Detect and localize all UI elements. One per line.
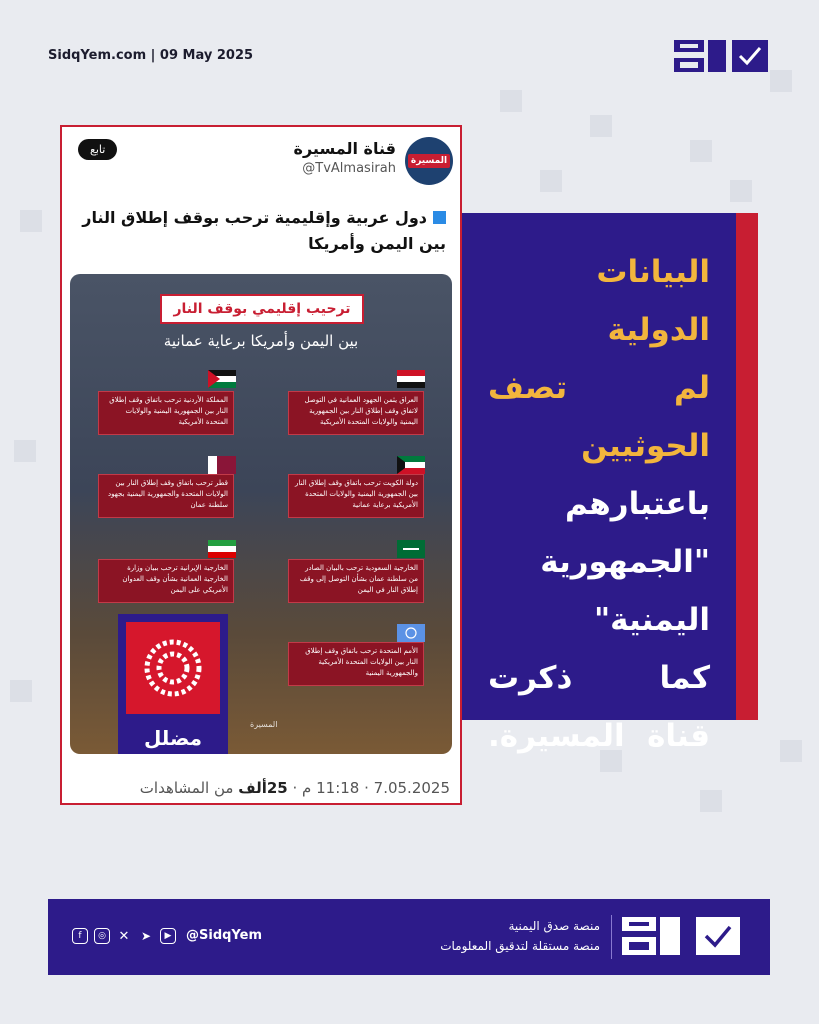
blue-square-icon: [433, 211, 446, 224]
telegram-icon[interactable]: ➤: [140, 929, 152, 943]
bg-pixel: [10, 680, 32, 702]
tweet-media[interactable]: [70, 274, 452, 754]
fact-check-line: لم تصف: [488, 370, 710, 406]
x-icon[interactable]: ✕: [118, 928, 130, 944]
saudi-flag-icon: [397, 540, 425, 558]
accent-bar: [736, 213, 758, 720]
fact-check-line: البيانات الدولية: [596, 254, 710, 348]
tweet-text: [72, 205, 446, 257]
instagram-icon[interactable]: ◎: [94, 928, 110, 944]
media-banner-title: ترحيب إقليمي بوقف النار: [160, 294, 364, 324]
media-banner-subtitle: بين اليمن وأمريكا برعاية عمانية: [163, 332, 359, 350]
qatar-flag-icon: [208, 456, 236, 474]
statement-box: قطر ترحب باتفاق وقف إطلاق النار بين الولايات المتحدة والجمهورية اليمنية بجهود سلطنة عمان: [98, 474, 234, 518]
bg-pixel: [730, 180, 752, 202]
bg-pixel: [540, 170, 562, 192]
almasirah-logo: [126, 622, 220, 714]
tweet-card: [60, 125, 462, 805]
fact-check-line: قناة المسيرة.: [488, 718, 710, 754]
iran-flag-icon: [208, 540, 236, 558]
youtube-icon[interactable]: ▶: [160, 928, 176, 944]
facebook-icon[interactable]: f: [72, 928, 88, 944]
social-icons: [72, 928, 176, 944]
tweet-text-content: دول عربية وإقليمية ترحب بوقف إطلاق النار بين اليمن وأمريكا: [82, 208, 446, 253]
bg-pixel: [590, 115, 612, 137]
fact-check-line: كما ذكرت: [488, 660, 710, 696]
fact-check-line: الحوثيين: [581, 428, 710, 464]
statement-box: دولة الكويت ترحب باتفاق وقف إطلاق النار بين الجمهورية اليمنية والولايات المتحدة الأمريكية برعاية عمانية: [288, 474, 424, 518]
views-label: من المشاهدات: [139, 779, 234, 797]
site-date: SidqYem.com | 09 May 2025: [48, 48, 254, 63]
fact-check-text: [488, 243, 710, 765]
statement-box: الخارجية الإيرانية ترحب ببيان وزارة الخارجية العمانية بشأن وقف العدوان الأمريكي على اليمن: [98, 559, 234, 603]
statement-box: العراق يثمن الجهود العمانية في التوصل لاتفاق وقف إطلاق النار بين الجمهورية اليمنية والولايات المتحدة الأمريكية: [288, 391, 424, 435]
verdict-label: مضلل: [143, 726, 203, 750]
footer-bar: [48, 899, 770, 975]
fact-check-panel: [462, 213, 758, 754]
bg-pixel: [500, 90, 522, 112]
fact-check-line: "الجمهورية: [540, 544, 710, 580]
iraq-flag-icon: [397, 370, 425, 388]
bg-pixel: [780, 740, 802, 762]
footer-title: منصة صدق اليمنية: [508, 919, 600, 933]
tweet-date-time: 7.05.2025 · 11:18 م ·: [292, 779, 450, 797]
avatar-label: المسيرة: [408, 154, 450, 168]
verdict-badge: [118, 614, 228, 754]
statement-box: المملكة الأردنية ترحب باتفاق وقف إطلاق النار بين الجمهورية اليمنية والولايات المتحدة الأمريكية: [98, 391, 234, 435]
follow-button[interactable]: تابع: [78, 139, 117, 160]
bg-pixel: [690, 140, 712, 162]
footer-subtitle: منصة مستقلة لتدقيق المعلومات: [440, 939, 600, 953]
bg-pixel: [770, 70, 792, 92]
statement-box: الأمم المتحدة ترحب باتفاق وقف إطلاق النار بين الولايات المتحدة الأمريكية والجمهورية اليمنية: [288, 642, 424, 686]
footer-logo: [622, 915, 742, 963]
tweet-meta: [140, 779, 450, 797]
media-watermark: المسيرة: [250, 720, 278, 729]
jordan-flag-icon: [208, 370, 236, 388]
account-avatar[interactable]: [405, 137, 453, 185]
bg-pixel: [14, 440, 36, 462]
fact-check-line: اليمنية": [594, 602, 710, 638]
statement-box: الخارجية السعودية ترحب بالبيان الصادر من سلطنة عمان بشأن التوصل إلى وقف إطلاق النار في اليمن: [288, 559, 424, 603]
kuwait-flag-icon: [397, 456, 425, 474]
bg-pixel: [700, 790, 722, 812]
views-count: 25ألف: [238, 779, 288, 797]
sidqyem-logo: [674, 38, 770, 80]
un-flag-icon: [397, 624, 425, 642]
bg-pixel: [20, 210, 42, 232]
fact-check-line: باعتبارهم: [564, 486, 710, 522]
footer-divider: [611, 915, 612, 959]
footer-handle[interactable]: @SidqYem: [186, 928, 263, 943]
account-name[interactable]: قناة المسيرة: [293, 139, 396, 158]
account-handle[interactable]: @TvAlmasirah: [302, 161, 396, 176]
